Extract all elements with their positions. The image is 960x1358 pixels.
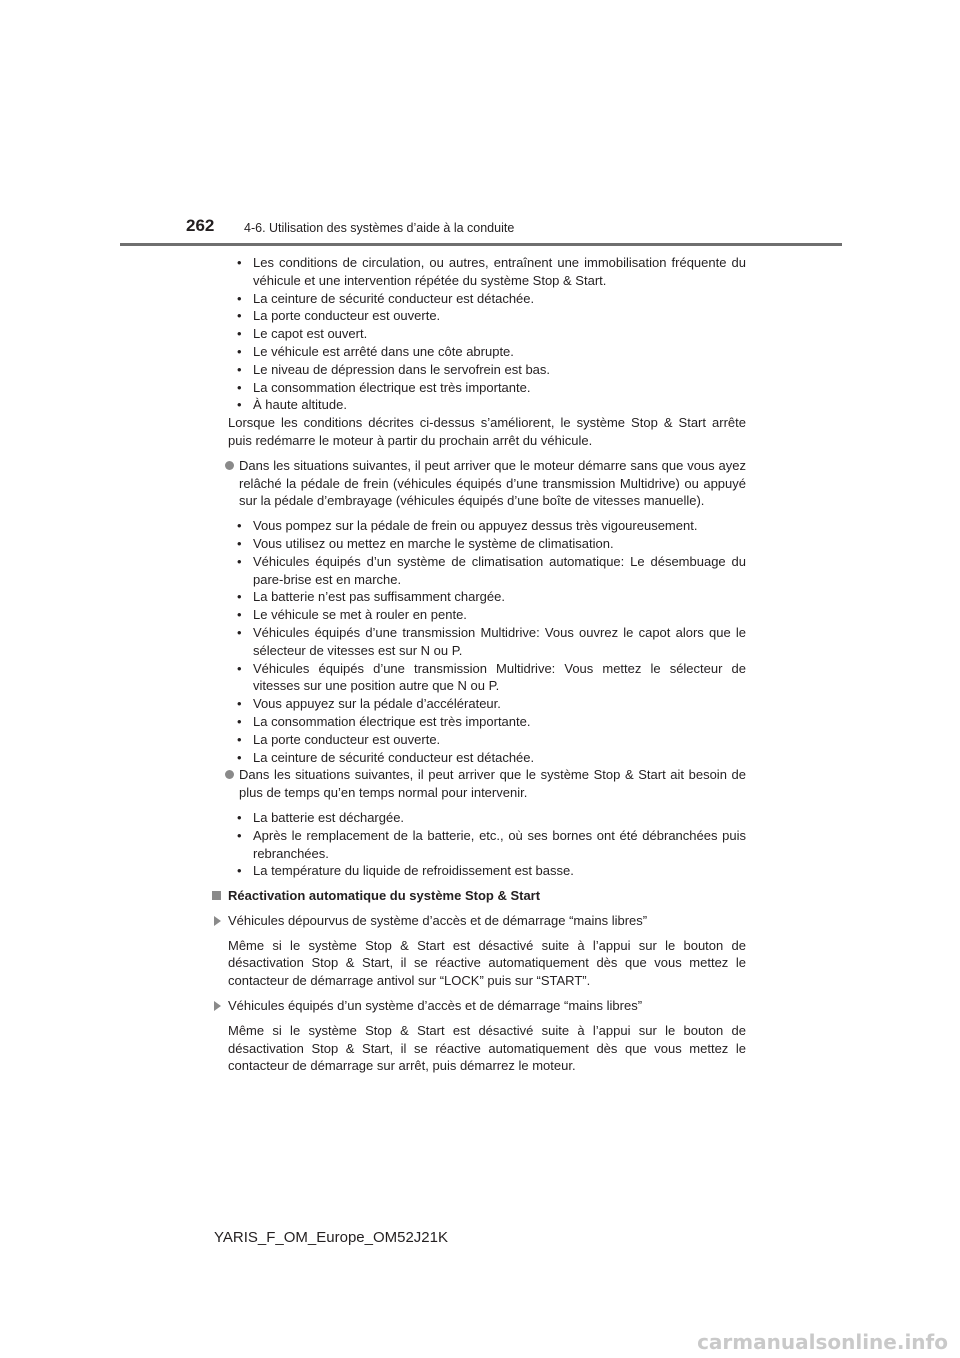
list-item: • La ceinture de sécurité conducteur est détachée. <box>237 749 535 765</box>
triangle-bullet-icon <box>214 916 221 926</box>
section-heading: Réactivation automatique du système Stop & Start <box>228 887 746 905</box>
circle-bullet-icon <box>225 461 234 470</box>
document-code: YARIS_F_OM_Europe_OM52J21K <box>214 1229 449 1246</box>
list-item: • Le véhicule se met à rouler en pente. <box>237 607 467 623</box>
list-item: • La batterie n’est pas suffisamment chargée. <box>237 589 505 605</box>
list-item: • La porte conducteur est ouverte. <box>237 731 441 747</box>
list-item: • La porte conducteur est ouverte. <box>237 308 441 324</box>
list-item: • Véhicules équipés d’une transmission Multidrive: Vous ouvrez le capot alors que le sélecteur de vitesses est sur N ou P. <box>237 624 746 658</box>
list-item: • Vous utilisez ou mettez en marche le système de climatisation. <box>237 535 614 551</box>
list-item: • À haute altitude. <box>237 397 347 413</box>
circle-bullet-paragraph: Dans les situations suivantes, il peut arriver que le système Stop & Start ait besoin de plus de temps qu’en temps normal pour intervenir. <box>228 766 746 802</box>
situation-list <box>228 809 746 880</box>
section-title: 4-6. Utilisation des systèmes d’aide à la conduite <box>244 221 515 235</box>
list-item: • La ceinture de sécurité conducteur est détachée. <box>237 290 535 306</box>
list-item: • Le véhicule est arrêté dans une côte abrupte. <box>237 343 514 359</box>
list-item: • Le niveau de dépression dans le servofrein est bas. <box>237 361 551 377</box>
list-item: • La batterie est déchargée. <box>237 809 405 825</box>
paragraph: Même si le système Stop & Start est désactivé suite à l’appui sur le bouton de désactivation Stop & Start, il se réactive automatiquement dès que vous mettez le contacteur de démarrage antivol sur “LOCK” puis sur “START”. <box>228 937 746 989</box>
square-bullet-icon <box>212 891 221 900</box>
list-item: • Le capot est ouvert. <box>237 326 368 342</box>
list-item: • Véhicules équipés d’un système de climatisation automatique: Le désembuage du pare-brise est en marche. <box>237 553 746 587</box>
page-number: 262 <box>186 216 215 235</box>
triangle-bullet-icon <box>214 1001 221 1011</box>
subheading: Véhicules dépourvus de système d’accès et de démarrage “mains libres” <box>228 912 746 930</box>
circle-bullet-icon <box>225 770 234 779</box>
list-item: • Les conditions de circulation, ou autres, entraînent une immobilisation fréquente du véhicule et une intervention répétée du système Stop & Start. <box>237 255 746 288</box>
situation-list <box>228 517 746 766</box>
subheading: Véhicules équipés d’un système d’accès et de démarrage “mains libres” <box>228 997 746 1015</box>
paragraph: Lorsque les conditions décrites ci-dessus s’améliorent, le système Stop & Start arrête puis redémarre le moteur à partir du prochain arrêt du véhicule. <box>228 415 746 448</box>
list-item: • Vous appuyez sur la pédale d’accélérateur. <box>237 696 501 712</box>
list-item: • Vous pompez sur la pédale de frein ou appuyez dessus très vigoureusement. <box>237 518 698 534</box>
list-item: • Véhicules équipés d’une transmission Multidrive: Vous mettez le sélecteur de vitesses sur une position autre que N ou P. <box>237 660 746 694</box>
list-item: • La consommation électrique est très importante. <box>237 713 531 729</box>
watermark: carmanualsonline.info <box>697 1330 948 1354</box>
list-item: • La température du liquide de refroidissement est basse. <box>237 863 574 879</box>
header-divider <box>120 243 842 246</box>
circle-bullet-paragraph: Dans les situations suivantes, il peut arriver que le moteur démarre sans que vous ayez relâché la pédale de frein (véhicules équipés d’une transmission Multidrive) ou appuyé sur la pédale d’embrayage (véhicules équipés d’une boîte de vitesses manuelle). <box>228 457 746 510</box>
list-item: • La consommation électrique est très importante. <box>237 379 531 395</box>
list-item: • Après le remplacement de la batterie, etc., où ses bornes ont été débranchées puis rebranchées. <box>237 827 746 861</box>
condition-list <box>228 254 746 414</box>
page-content <box>228 254 746 1075</box>
paragraph: Même si le système Stop & Start est désactivé suite à l’appui sur le bouton de désactivation Stop & Start, il se réactive automatiquement dès que vous mettez le contacteur de démarrage sur arrêt, puis démarrez le moteur. <box>228 1022 746 1074</box>
